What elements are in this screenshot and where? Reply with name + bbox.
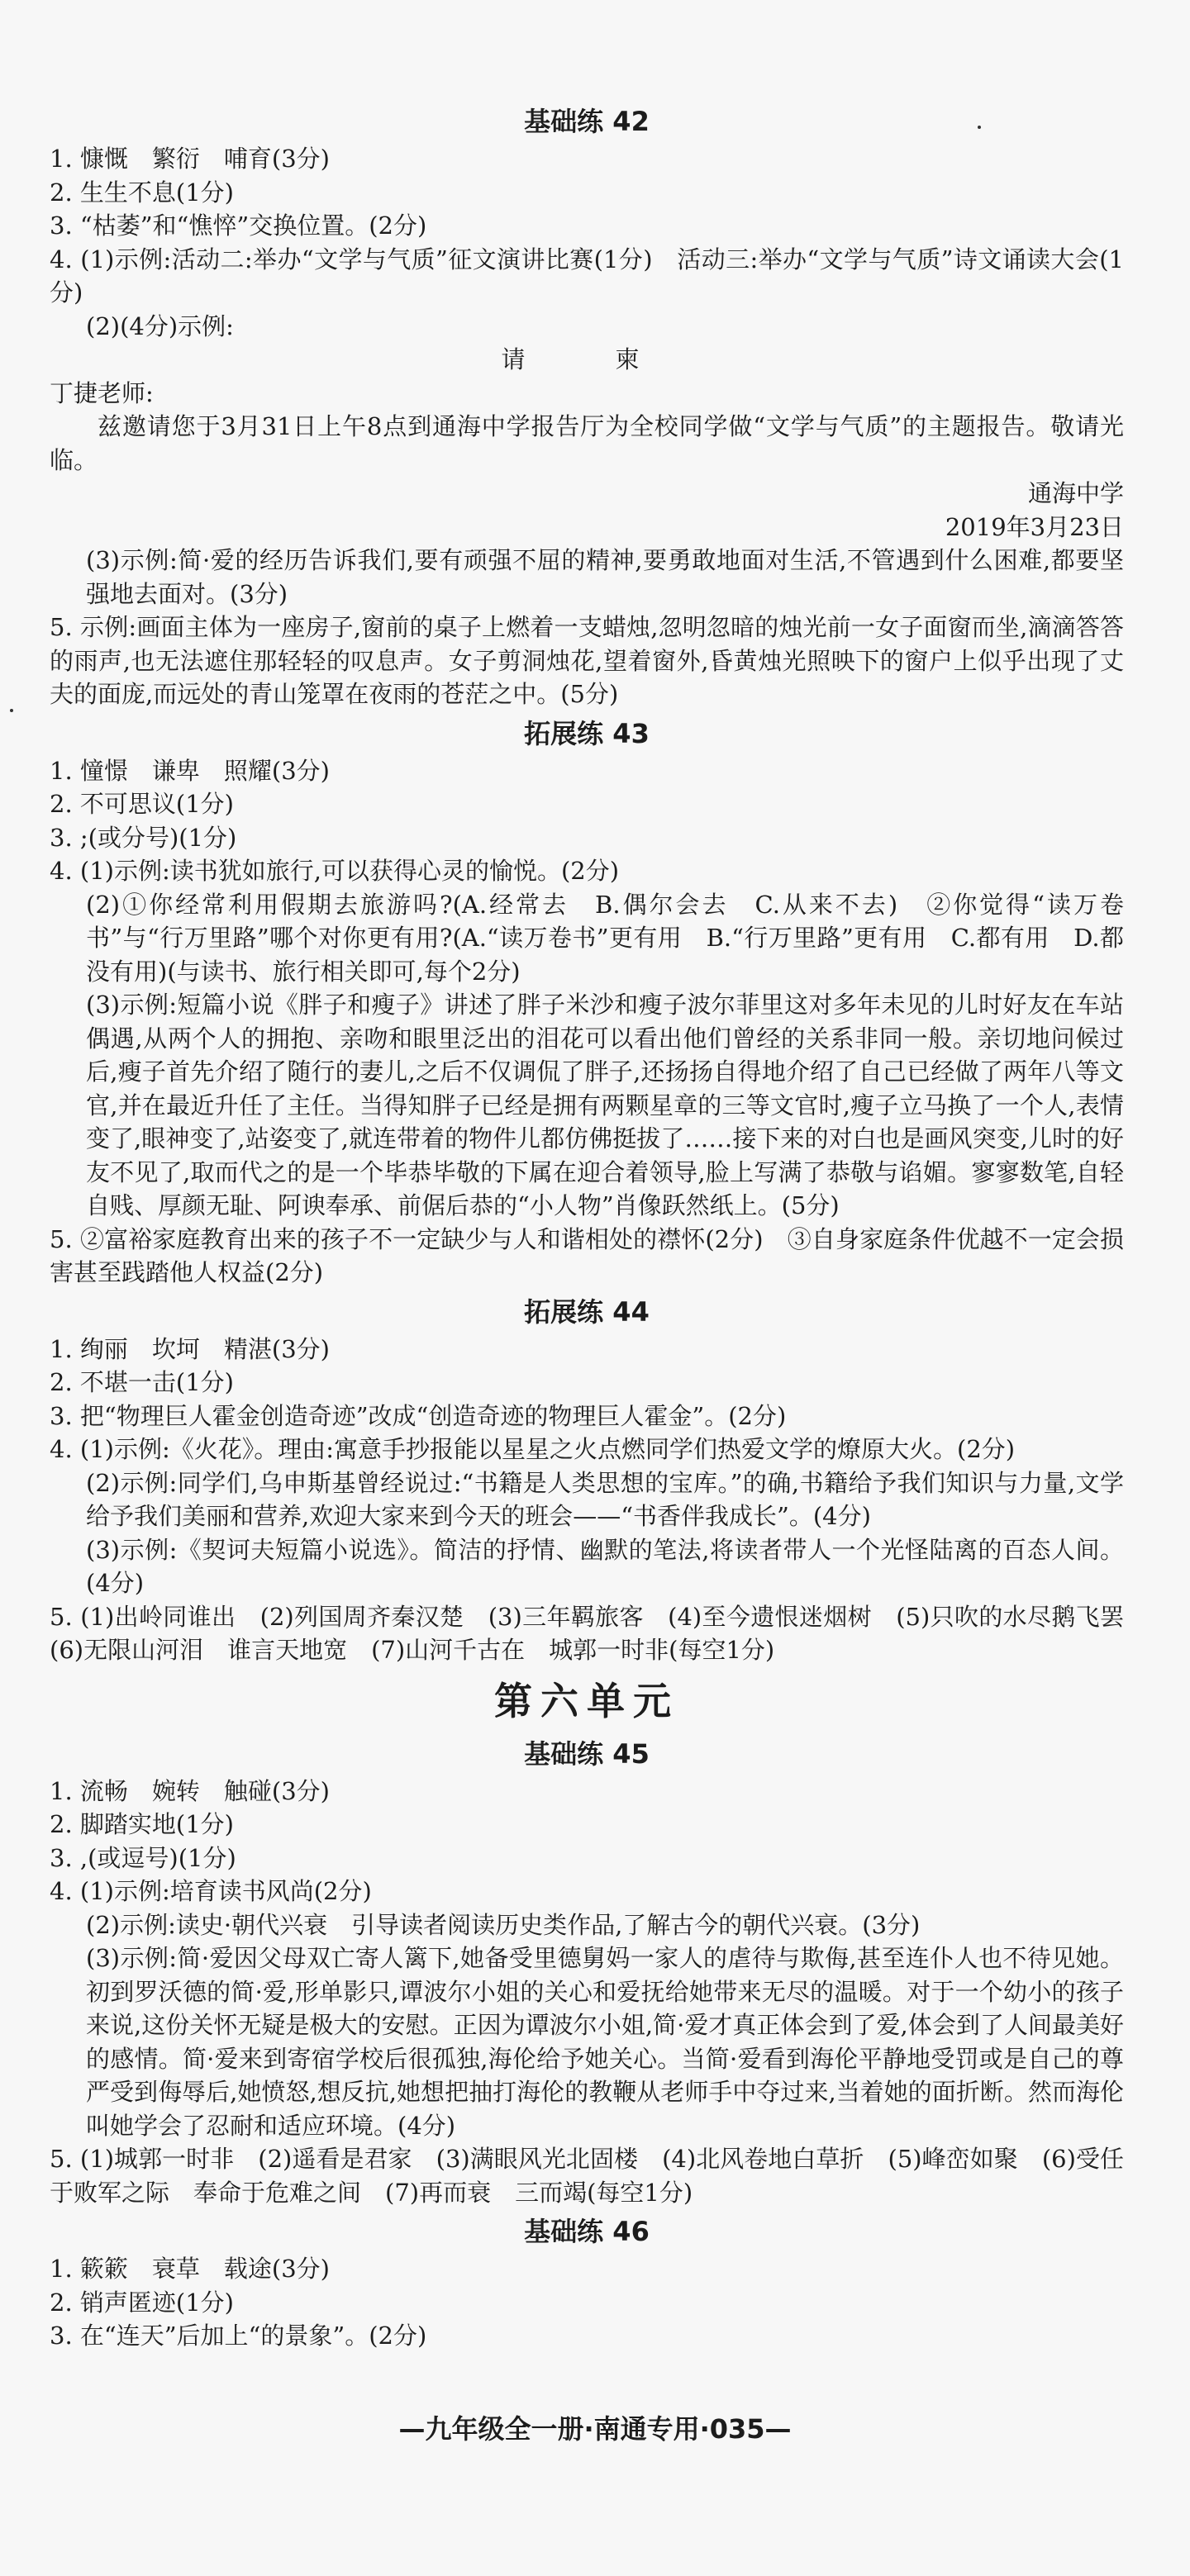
- answer-line: (3)示例:简·爱因父母双亡寄人篱下,她备受里德舅妈一家人的虐待与欺侮,甚至连仆人也不待见她。初到罗沃德的简·爱,形单影只,谭波尔小姐的关心和爱抚给她带来无尽的温暖。对于一个幼小的孩子来说,这份关怀无疑是极大的安慰。正因为谭波尔小姐,简·爱才真正体会到了爱,体会到了人间最美好的感情。简·爱来到寄宿学校后很孤独,海伦给予她关心。当简·爱看到海伦平静地受罚或是自己的尊严受到侮辱后,她愤怒,想反抗,她想把抽打海伦的教鞭从老师手中夺过来,当着她的面折断。然而海伦叫她学会了忍耐和适应环境。(4分): [86, 1944, 1124, 2140]
- answer-line: 5. ②富裕家庭教育出来的孩子不一定缺少与人和谐相处的襟怀(2分) ③自身家庭条件优越不一定会损害甚至践踏他人权益(2分): [50, 1224, 1124, 1286]
- answer-line: 5. (1)城郭一时非 (2)遥看是君家 (3)满眼风光北固楼 (4)北风卷地白草折 (5)峰峦如聚 (6)受任于败军之际 奉命于危难之间 (7)再而衰 三而竭(每空1分): [50, 2145, 1124, 2207]
- section-title-46: 基础练 46: [524, 2216, 650, 2247]
- answer-line: (3)示例:简·爱的经历告诉我们,要有顽强不屈的精神,要勇敢地面对生活,不管遇到什么困难,都要坚强地去面对。(3分): [86, 546, 1124, 608]
- answer-line: 4. (1)示例:培育读书风尚(2分): [50, 1877, 372, 1905]
- answer-line: 2. 销声匿迹(1分): [50, 2288, 234, 2317]
- answer-line: (2)①你经常利用假期去旅游吗?(A.经常去 B.偶尔会去 C.从来不去) ②你觉得“读万卷书”与“行万里路”哪个对你更有用?(A.“读万卷书”更有用 B.“行万里路”更有用 C.都有用 D.都没有用)(与读书、旅行相关即可,每个2分): [86, 890, 1124, 986]
- section-title-43: 拓展练 43: [524, 717, 650, 749]
- invitation-salutation: 丁捷老师:: [50, 378, 154, 407]
- answer-line: 3. ,(或逗号)(1分): [50, 1843, 236, 1872]
- answer-line: 1. 慷慨 繁衍 哺育(3分): [50, 145, 330, 173]
- answer-line: (2)示例:读史·朝代兴衰 引导读者阅读历史类作品,了解古今的朝代兴衰。(3分): [86, 1910, 921, 1939]
- answer-line: (2)(4分)示例:: [86, 311, 234, 340]
- answer-line: 2. 不堪一击(1分): [50, 1368, 234, 1396]
- answer-line: 4. (1)示例:《火花》。理由:寓意手抄报能以星星之火点燃同学们热爱文学的燎原大火。(2分): [50, 1435, 1016, 1463]
- answer-line: (3)示例:《契诃夫短篇小说选》。简洁的抒情、幽默的笔法,将读者带人一个光怪陆离的百态人间。(4分): [86, 1535, 1124, 1597]
- answer-line: (3)示例:短篇小说《胖子和瘦子》讲述了胖子米沙和瘦子波尔菲里这对多年未见的儿时好友在车站偶遇,从两个人的拥抱、亲吻和眼里泛出的泪花可以看出他们曾经的关系非同一般。亲切地问候过后,瘦子首先介绍了随行的妻儿,之后不仅调侃了胖子,还扬扬自得地介绍了自己已经做了两年八等文官,并在最近升任了主任。当得知胖子已经是拥有两颗星章的三等文官时,瘦子立马换了一个人,表情变了,眼神变了,站姿变了,就连带着的物件儿都仿佛挺拔了……接下来的对白也是画风突变,儿时的好友不见了,取而代之的是一个毕恭毕敬的下属在迎合着领导,脸上写满了恭敬与谄媚。寥寥数笔,自轻自贱、厚颜无耻、阿谀奉承、前倨后恭的“小人物”肖像跃然纸上。(5分): [86, 991, 1124, 1219]
- invitation-title: 请 柬: [501, 345, 673, 373]
- answer-line: 1. 绚丽 坎坷 精湛(3分): [50, 1334, 330, 1363]
- answer-line: 1. 簌簌 衰草 载途(3分): [50, 2255, 330, 2283]
- answer-line: 1. 流畅 婉转 触碰(3分): [50, 1776, 330, 1805]
- answer-line: 4. (1)示例:活动二:举办“文学与气质”征文演讲比赛(1分) 活动三:举办“文学与气质”诗文诵读大会(1分): [50, 245, 1124, 307]
- invitation-body: 兹邀请您于3月31日上午8点到通海中学报告厅为全校同学做“文学与气质”的主题报告。敬请光临。: [50, 412, 1124, 474]
- answer-line: 5. 示例:画面主体为一座房子,窗前的桌子上燃着一支蜡烛,忽明忽暗的烛光前一女子面窗而坐,滴滴答答的雨声,也无法遮住那轻轻的叹息声。女子剪洞烛花,望着窗外,昏黄烛光照映下的窗户上似乎出现了丈夫的面庞,而远处的青山笼罩在夜雨的苍茫之中。(5分): [50, 613, 1124, 708]
- section-title-44: 拓展练 44: [524, 1295, 650, 1328]
- invitation-signature: 通海中学: [1027, 479, 1124, 507]
- invitation-date: 2019年3月23日: [945, 512, 1124, 541]
- answer-line: 1. 憧憬 谦卑 照耀(3分): [50, 756, 330, 785]
- answer-line: 2. 脚踏实地(1分): [50, 1810, 234, 1838]
- section-title-42: 基础练 42: [524, 106, 650, 137]
- answer-line: 5. (1)出岭同谁出 (2)列国周齐秦汉楚 (3)三年羁旅客 (4)至今遗恨迷烟树 (5)只吹的水尽鹅飞罢 (6)无限山河泪 谁言天地宽 (7)山河千古在 城郭一时非(每空1分): [50, 1602, 1149, 1664]
- scan-speck: [10, 709, 13, 712]
- answer-line: 2. 生生不息(1分): [50, 178, 234, 207]
- answer-page: [50, 99, 1149, 2353]
- unit-title: 第六单元: [494, 1678, 679, 1723]
- answer-line: 3. ;(或分号)(1分): [50, 823, 237, 852]
- answer-line: 3. 在“连天”后加上“的景象”。(2分): [50, 2322, 427, 2350]
- answer-line: 4. (1)示例:读书犹如旅行,可以获得心灵的愉悦。(2分): [50, 857, 620, 885]
- page-footer: —九年级全一册·南通专用·035—: [398, 2413, 792, 2445]
- answer-line: (2)示例:同学们,乌申斯基曾经说过:“书籍是人类思想的宝库。”的确,书籍给予我们知识与力量,文学给予我们美丽和营养,欢迎大家来到今天的班会——“书香伴我成长”。(4分): [86, 1468, 1124, 1530]
- answer-line: 2. 不可思议(1分): [50, 790, 234, 818]
- answer-line: 3. 把“物理巨人霍金创造奇迹”改成“创造奇迹的物理巨人霍金”。(2分): [50, 1401, 787, 1430]
- answer-line: 3. “枯萎”和“憔悴”交换位置。(2分): [50, 211, 427, 240]
- section-title-45: 基础练 45: [524, 1737, 650, 1770]
